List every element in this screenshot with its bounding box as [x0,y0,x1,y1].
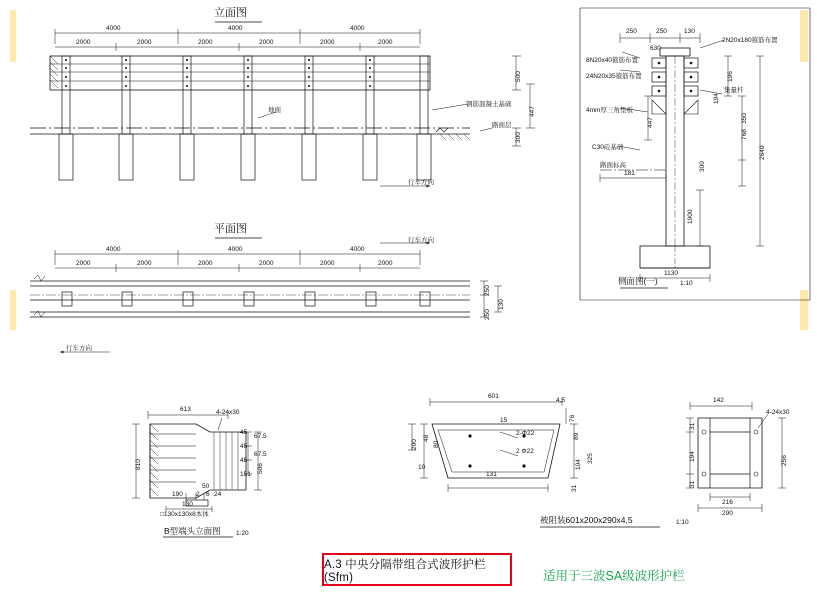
elevation-dim-2000-1: 2000 [76,39,91,46]
side-dim-1900: 1900 [687,209,694,224]
beam-dim-89: 89 [573,432,580,440]
endpost-dim-675a: 67.5 [254,433,267,440]
elevation-title: 立面图 [214,7,247,19]
endpost-dim-2: 2 [196,491,200,498]
side-view-title: 侧面图(一) [618,276,658,286]
endpost-dim-50: 50 [202,483,210,490]
plan-dim-4000-3: 4000 [350,246,365,253]
side-view-scale: 1:10 [680,280,693,287]
side-note-c30: C30砼基础 [592,144,624,151]
elevation-dim-4000-3: 4000 [350,25,365,32]
beam-dim-325: 325 [587,453,594,464]
endpost-dim-130: 130 [182,501,193,508]
endpost-bolt-note: 4-24x30 [216,409,240,416]
plan-dim-2000-2: 2000 [137,260,152,267]
side-note-2n20: 2N20x180箍筋布置 [722,37,778,44]
beam-dim-48: 48 [423,434,430,442]
elevation-embed-depth: 300 [515,132,522,143]
title-box [322,553,512,586]
side-note-rod: 集量杆 [724,87,744,94]
elevation-dim-2000-4: 2000 [259,39,274,46]
plan-dim-250a: 250 [484,285,491,296]
elevation-rail-height: 500 [515,71,522,82]
endpost-dim-24: 24 [214,491,222,498]
bracket-dim-31b: 31 [689,480,696,488]
plan-dim-130: 130 [498,299,505,310]
side-dim-350: 350 [741,113,748,124]
elevation-dim-2000-2: 2000 [137,39,152,46]
side-dim-447: 447 [647,117,654,128]
side-dim-630: 630 [650,45,661,52]
bracket-dim-256: 256 [781,455,788,466]
beam-dim-10: 10 [418,464,426,471]
bracket-dim-31a: 31 [689,422,696,430]
side-dim-250a: 250 [626,28,637,35]
endpost-dim-151: 151 [240,471,251,478]
plan-traffic-direction-right: 行车方向 [408,237,434,244]
side-dim-1130: 1130 [664,270,678,277]
elevation-dim-4000-2: 4000 [228,25,243,32]
side-dim-768: 768 [741,129,748,140]
applicability-note: 适用于三波SA级波形护栏 [543,569,685,583]
side-note-8n20: 8N20x40箍筋布置 [586,57,639,64]
beam-dim-80: 80 [433,440,440,448]
endpost-dim-6: 6 [206,491,210,498]
plan-dim-2000-4: 2000 [259,260,274,267]
bracket-dim-216: 216 [722,499,733,506]
plan-traffic-direction-left: 行车方向 [66,345,92,352]
plan-dim-2000-3: 2000 [198,260,213,267]
beam-dim-104: 104 [575,459,582,470]
beam-dim-200: 200 [411,439,418,450]
side-dim-130: 130 [684,28,695,35]
side-dim-194: 194 [713,93,720,104]
endpost-dim-190: 190 [172,491,183,498]
beam-dim-45: 4,5 [556,397,566,404]
elevation-dim-2000-6: 2000 [378,39,393,46]
plan-title: 平面图 [214,223,247,235]
endpost-title: B型端头立面图 [164,526,221,536]
side-dim-2640: 2640 [759,145,766,160]
endpost-dim-675b: 67.5 [254,451,267,458]
side-dim-181: 181 [624,170,635,177]
beam-dim-76: 76 [569,414,576,422]
endpost-dim-613: 613 [180,406,191,413]
beam-title: 被阻装601x200x290x4,5 [540,515,633,525]
side-note-24n20: 24N20x35箍筋布置 [586,73,642,80]
beam-dim-31: 31 [571,484,578,492]
beam-dim-601: 601 [488,393,499,400]
side-dim-250b: 250 [656,28,667,35]
side-dim-300: 300 [699,161,706,172]
elevation-ground-label: 地面 [268,107,281,114]
plan-dim-4000-1: 4000 [106,246,121,253]
elevation-dim-2000-5: 2000 [320,39,335,46]
title-box-text: A.3 中央分隔带组合式波形护栏(Sfm) [324,558,486,584]
plan-dim-2000-1: 2000 [76,260,91,267]
plan-dim-4000-2: 4000 [228,246,243,253]
beam-scale: 1:10 [676,519,689,526]
beam-rebar-note-1: 2-Φ22 [516,430,535,437]
side-dim-196: 196 [727,71,734,82]
beam-dim-131: 131 [486,471,497,478]
bracket-dim-290: 290 [722,510,733,517]
elevation-traffic-direction: 行车方向 [408,179,434,186]
elevation-dim-4000-1: 4000 [106,25,121,32]
bracket-bolt-note: 4-24x30 [766,409,790,416]
elevation-dim-2000-3: 2000 [198,39,213,46]
endpost-dim-45a: 45 [240,429,248,436]
plan-dim-2000-6: 2000 [378,260,393,267]
elevation-road-layer-label: 路面层 [492,122,512,129]
endpost-dim-810: 810 [135,459,142,470]
elevation-post-length: 447 [529,106,536,117]
side-note-plate: 4mm厚三角垫板 [586,107,633,114]
beam-rebar-note-2: 2 Φ22 [516,448,534,455]
beam-dim-15: 15 [500,417,508,424]
plan-dim-250b: 250 [484,309,491,320]
endpost-base-note: □130x130x8本体 [160,511,209,518]
bracket-dim-142: 142 [713,397,724,404]
elevation-foundation-label: 钢筋混凝土基础 [466,101,512,108]
endpost-dim-45b: 45 [240,443,248,450]
bracket-dim-194: 194 [689,451,696,462]
plan-dim-2000-5: 2000 [320,260,335,267]
endpost-scale: 1:20 [236,530,249,537]
endpost-dim-506: 506 [257,463,264,474]
endpost-dim-45c: 45 [240,457,248,464]
side-note-road-mark: 路面标高 [600,162,626,169]
